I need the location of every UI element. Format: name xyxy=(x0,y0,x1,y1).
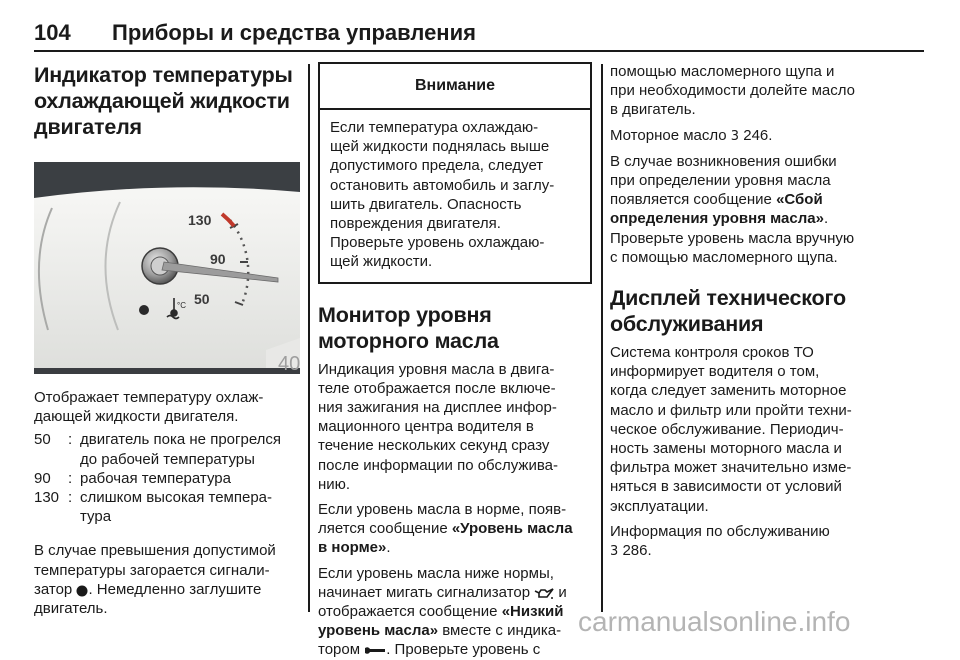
service-display-heading: Дисплей технического обслуживания xyxy=(610,286,846,337)
service-paragraph: Система контроля сроков ТО информирует водителя о том, когда следует заменить моторное масло и фильтр или пройти техни- ческое обслуживание. Периодич- ность замены моторного масла и фильтра может значительно изме- няться в зависимости от условий эксплуатации. xyxy=(610,344,852,515)
middle-column xyxy=(318,62,592,660)
warning-text: Если температура охлаждаю- щей жидкости поднялась выше допустимого предела, следует остановить автомобиль и заглу- шить двигатель. Опасность повреждения двигателя. Проверьте уровень охлаждаю- щей жидкости. xyxy=(330,119,555,271)
dipstick-icon xyxy=(364,645,386,657)
page-header-title: Приборы и средства управления xyxy=(112,20,476,45)
page-header xyxy=(34,18,924,52)
page-ref-arrow-icon: 3 xyxy=(610,544,619,560)
page-number: 104 xyxy=(34,20,71,45)
overheat-paragraph: В случае превышения допустимой температуры загорается сигнали- затор . Немедленно заглушите двигатель. xyxy=(34,542,276,618)
warning-dot-icon xyxy=(76,583,88,597)
oil-check-paragraph: помощью масломерного щупа и при необходимости долейте масло в двигатель. xyxy=(610,63,855,119)
legend-row: 90 : рабочая температура xyxy=(34,469,231,487)
watermark: carmanualsonline.info xyxy=(578,606,851,637)
column-divider xyxy=(601,64,603,612)
engine-oil-reference: Моторное масло 3 246. xyxy=(610,126,773,144)
oil-level-paragraph-3: Если уровень масла ниже нормы, начинает мигать сигнализатор и отображается сообщение «Низкий уровень масла» вместе с индика- тором . Проверьте уровень с xyxy=(318,564,567,659)
gauge-caption: Отображает температуру охлаж- дающей жидкости двигателя. xyxy=(34,389,264,426)
column-divider xyxy=(308,64,310,612)
oil-level-paragraph-1: Индикация уровня масла в двига- теле отображается после включе- ния зажигания на дисплее инфор- мационного центра водителя в течение нескольких секунд сразу после информации по обслужива- нию. xyxy=(318,360,558,493)
gauge-label-50: 50 xyxy=(194,291,210,307)
left-column xyxy=(34,62,300,618)
warning-box xyxy=(318,62,592,284)
gauge-label-130: 130 xyxy=(188,212,212,228)
legend-row: 130 : слишком высокая темпера- тура xyxy=(34,489,273,526)
oil-can-icon xyxy=(534,587,554,600)
oil-error-paragraph: В случае возникновения ошибки при определении уровня масла появляется сообщение «Сбой определения уровня масла». Проверьте уровень масла вручную с помощью масломерного щупа. xyxy=(610,152,855,266)
gauge-unit: °C xyxy=(177,301,186,310)
oil-level-monitor-section xyxy=(318,302,592,660)
coolant-gauge-photo xyxy=(34,162,300,374)
coolant-temperature-heading: Индикатор температуры охлаждающей жидкости двигателя xyxy=(34,63,293,139)
gauge-label-90: 90 xyxy=(210,251,226,267)
service-info-reference: Информация по обслуживанию 3 286. xyxy=(610,522,830,560)
oil-level-monitor-heading: Монитор уровня моторного масла xyxy=(318,302,499,353)
warning-title: Внимание xyxy=(320,64,590,110)
gauge-legend xyxy=(34,430,300,526)
legend-row: 50 : двигатель пока не прогрелся до рабочей температуры xyxy=(34,431,282,468)
service-display-section xyxy=(610,285,910,561)
right-column xyxy=(610,62,910,561)
oil-level-paragraph-2: Если уровень масла в норме, появ- ляется сообщение «Уровень масла в норме». xyxy=(318,501,573,557)
side-gauge-number: 40 xyxy=(278,353,301,375)
page-ref-arrow-icon: 3 xyxy=(730,128,740,144)
coolant-gauge-illustration xyxy=(34,162,300,374)
